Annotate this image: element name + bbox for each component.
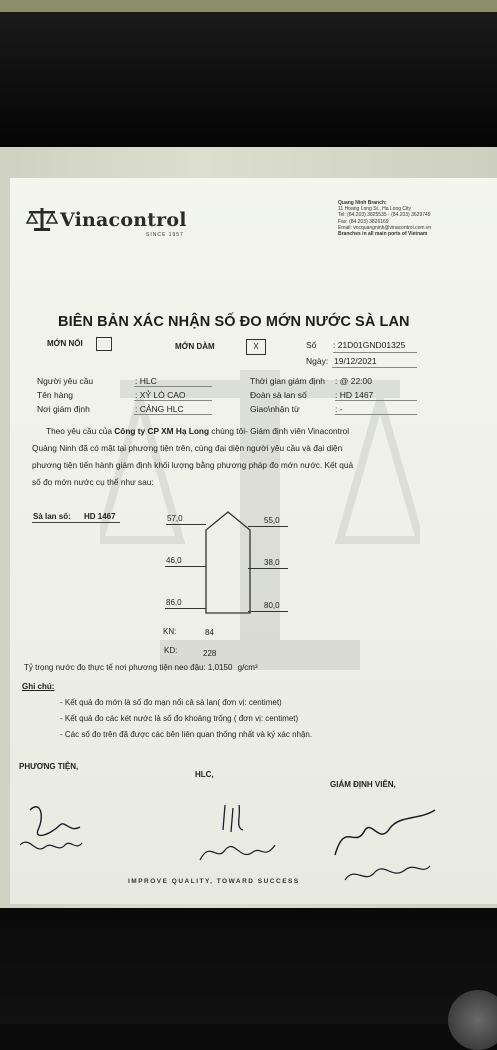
branch-name: Quang Ninh Branch: <box>338 200 387 206</box>
density-value: 1,0150 <box>207 663 233 672</box>
reading-right-bottom: 80,0 <box>264 601 280 610</box>
top-strip <box>0 0 497 12</box>
mon-noi-label: MỚN NỔI <box>47 339 83 348</box>
bezel-top <box>0 12 497 147</box>
note-item-2: - Kết quả đo các két nước là số đo khoảng trống ( đơn vị: centimet) <box>60 714 299 723</box>
signature-right-image <box>330 800 440 890</box>
signature-left-heading: PHƯƠNG TIỆN, <box>19 762 79 771</box>
reading-right-top: 55,0 <box>264 516 280 525</box>
intro-line2: Quảng Ninh đã có mặt tại phương tiện trên, cùng đại diện người yêu cầu và đại diện <box>32 443 343 453</box>
mon-dam-label: MỚN DÀM <box>175 342 215 351</box>
branch-network: Branches in all main ports of Vietnam <box>338 231 428 238</box>
signature-middle-image <box>195 800 285 870</box>
reading-right-mid: 38,0 <box>264 558 280 567</box>
density-unit: g/cm³ <box>237 663 258 672</box>
nguoi-yeu-cau-value: : HLC <box>135 376 157 386</box>
kn-value: 84 <box>205 628 214 637</box>
noi-giam-dinh-label: Nơi giám định <box>37 404 90 414</box>
corner-button <box>448 990 497 1050</box>
company-slogan: IMPROVE QUALITY, TOWARD SUCCESS <box>128 878 300 885</box>
vinacontrol-logo-icon <box>26 206 58 232</box>
document-title: BIÊN BẢN XÁC NHẬN SỐ ĐO MỚN NƯỚC SÀ LAN <box>58 314 410 330</box>
ngay-label: Ngày: <box>306 356 329 366</box>
note-item-3: - Các số đo trên đã được các bên liên quan thống nhất và ký xác nhận. <box>60 730 313 739</box>
reading-left-bottom: 86,0 <box>166 598 182 607</box>
company-logo-text: Vinacontrol <box>60 209 187 231</box>
branch-info <box>338 200 488 237</box>
bezel-bottom <box>0 908 497 1024</box>
thoi-gian-label: Thời gian giám định <box>250 376 326 386</box>
mon-dam-checkbox: X <box>246 339 266 355</box>
density-text: Tỷ trọng nước đo thực tế nơi phương tiện neo đậu: <box>24 663 206 672</box>
intro-paragraph <box>32 423 472 491</box>
intro-line4: số đo mớn nước cụ thể như sau: <box>32 477 154 487</box>
reading-left-top: 57,0 <box>167 514 183 523</box>
branch-tel: Tel: (84.203) 3825535 - (84.203) 3629749 <box>338 212 431 219</box>
since-text: SINCE 1957 <box>146 232 184 238</box>
branch-address: 11 Hoang Long St., Ha Long City <box>338 206 412 213</box>
noi-giam-dinh-value: : CẢNG HLC <box>135 404 184 414</box>
intro-company: Công ty CP XM Hạ Long <box>114 426 210 436</box>
signature-left-image <box>10 795 100 865</box>
giao-nhan-value: : - <box>335 404 343 414</box>
barge-label: Sà lan số: <box>33 512 71 521</box>
nguoi-yeu-cau-label: Người yêu cầu <box>37 376 94 386</box>
giao-nhan-label: Giao\nhận từ <box>250 404 300 414</box>
kd-value: 228 <box>203 649 217 658</box>
kn-label: KN: <box>163 627 177 636</box>
intro-line1-post: chúng tôi- Giám định viên Vinacontrol <box>209 426 350 436</box>
doan-sa-lan-value: : HD 1467 <box>335 390 374 400</box>
thoi-gian-value: : @ 22:00 <box>335 376 372 386</box>
note-item-1: - Kết quả đo mớn là số đo mạn nổi cả sà lan( đơn vị: centimet) <box>60 698 282 707</box>
so-label: Số <box>306 340 317 350</box>
branch-fax: Fax: (84.203) 3826169 <box>338 218 389 225</box>
reading-left-mid: 46,0 <box>166 556 182 565</box>
ten-hang-value: : XỶ LÒ CAO <box>135 390 186 400</box>
density-line <box>24 663 258 672</box>
ten-hang-label: Tên hàng <box>37 390 73 400</box>
intro-line3: phương tiện tiến hành giám định khối lượng bằng phương pháp đo mớn nước. Kết quả <box>32 460 354 470</box>
signature-middle-heading: HLC, <box>195 770 214 779</box>
branch-email: Email: vncquangninh@vinacontrol.com.vn <box>338 224 432 231</box>
barge-number: HD 1467 <box>84 512 116 521</box>
mon-noi-checkbox <box>96 337 112 351</box>
intro-pre: Theo yêu cầu của <box>46 426 115 436</box>
barge-shape-diagram <box>205 510 251 614</box>
ngay-value: 19/12/2021 <box>334 356 377 366</box>
kd-label: KD: <box>164 646 178 655</box>
notes-heading: Ghi chú: <box>22 682 55 691</box>
doan-sa-lan-label: Đoàn sà lan số <box>250 390 307 400</box>
so-value: : 21D01GND01325 <box>333 340 406 350</box>
signature-right-heading: GIÁM ĐỊNH VIÊN, <box>330 780 396 789</box>
